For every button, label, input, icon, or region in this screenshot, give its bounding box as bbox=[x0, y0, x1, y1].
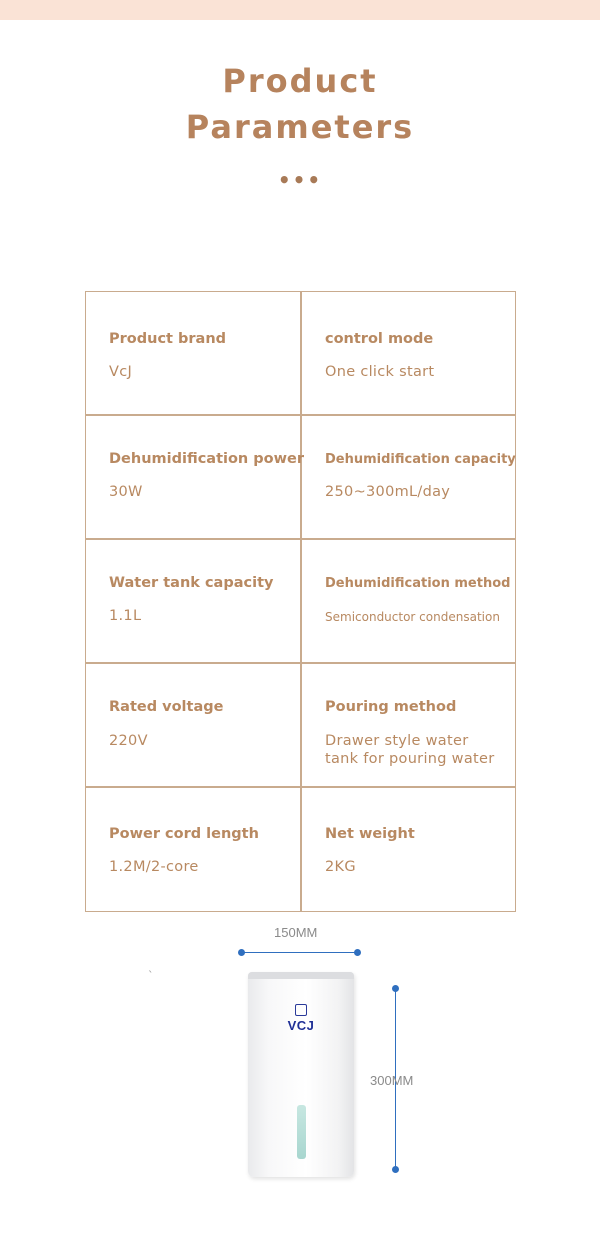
decorative-dots: ••• bbox=[277, 168, 323, 192]
width-dimension-start-dot bbox=[238, 949, 245, 956]
width-dimension-line bbox=[242, 952, 358, 953]
device-top-edge bbox=[248, 972, 354, 979]
dehumidifier-product-image bbox=[248, 972, 354, 1177]
page-title-line1: Product bbox=[222, 62, 378, 100]
param-label-pouring-method: Pouring method bbox=[325, 699, 457, 715]
param-label-net-weight: Net weight bbox=[325, 826, 415, 842]
table-row-divider bbox=[85, 786, 516, 788]
power-button-icon bbox=[295, 1004, 307, 1016]
height-dimension-bottom-dot bbox=[392, 1166, 399, 1173]
width-dimension-label: 150MM bbox=[274, 925, 318, 940]
param-value-water-tank-capacity: 1.1L bbox=[109, 608, 142, 624]
top-banner-band bbox=[0, 0, 600, 20]
param-label-rated-voltage: Rated voltage bbox=[109, 699, 224, 715]
param-value-dehumidification-method: Semiconductor condensation bbox=[325, 610, 500, 624]
param-value-product-brand: VcJ bbox=[109, 364, 133, 380]
param-value-power-cord-length: 1.2M/2-core bbox=[109, 859, 199, 875]
param-value-pouring-method: Drawer style water tank for pouring water bbox=[325, 733, 495, 767]
param-label-control-mode: control mode bbox=[325, 331, 434, 347]
param-label-product-brand: Product brand bbox=[109, 331, 227, 347]
param-value-dehumidification-capacity: 250~300mL/day bbox=[325, 484, 451, 500]
table-row-divider bbox=[85, 538, 516, 540]
param-label-water-tank-capacity: Water tank capacity bbox=[109, 575, 274, 591]
param-label-dehumidification-capacity: Dehumidification capacity bbox=[325, 452, 516, 467]
device-brand-logo: VCJ bbox=[287, 1018, 315, 1033]
param-label-power-cord-length: Power cord length bbox=[109, 826, 259, 842]
param-value-control-mode: One click start bbox=[325, 364, 435, 380]
param-label-dehumidification-method: Dehumidification method bbox=[325, 576, 511, 591]
water-level-window bbox=[297, 1105, 306, 1159]
table-row-divider bbox=[85, 414, 516, 416]
table-column-divider bbox=[300, 291, 302, 912]
height-dimension-top-dot bbox=[392, 985, 399, 992]
param-label-dehumidification-power: Dehumidification power bbox=[109, 451, 305, 467]
table-row-divider bbox=[85, 662, 516, 664]
param-value-net-weight: 2KG bbox=[325, 859, 356, 875]
param-value-dehumidification-power: 30W bbox=[109, 484, 143, 500]
width-dimension-end-dot bbox=[354, 949, 361, 956]
stray-mark: ` bbox=[148, 969, 154, 982]
page-title-line2: Parameters bbox=[185, 108, 415, 146]
height-dimension-label: 300MM bbox=[370, 1073, 414, 1088]
param-value-rated-voltage: 220V bbox=[109, 733, 148, 749]
